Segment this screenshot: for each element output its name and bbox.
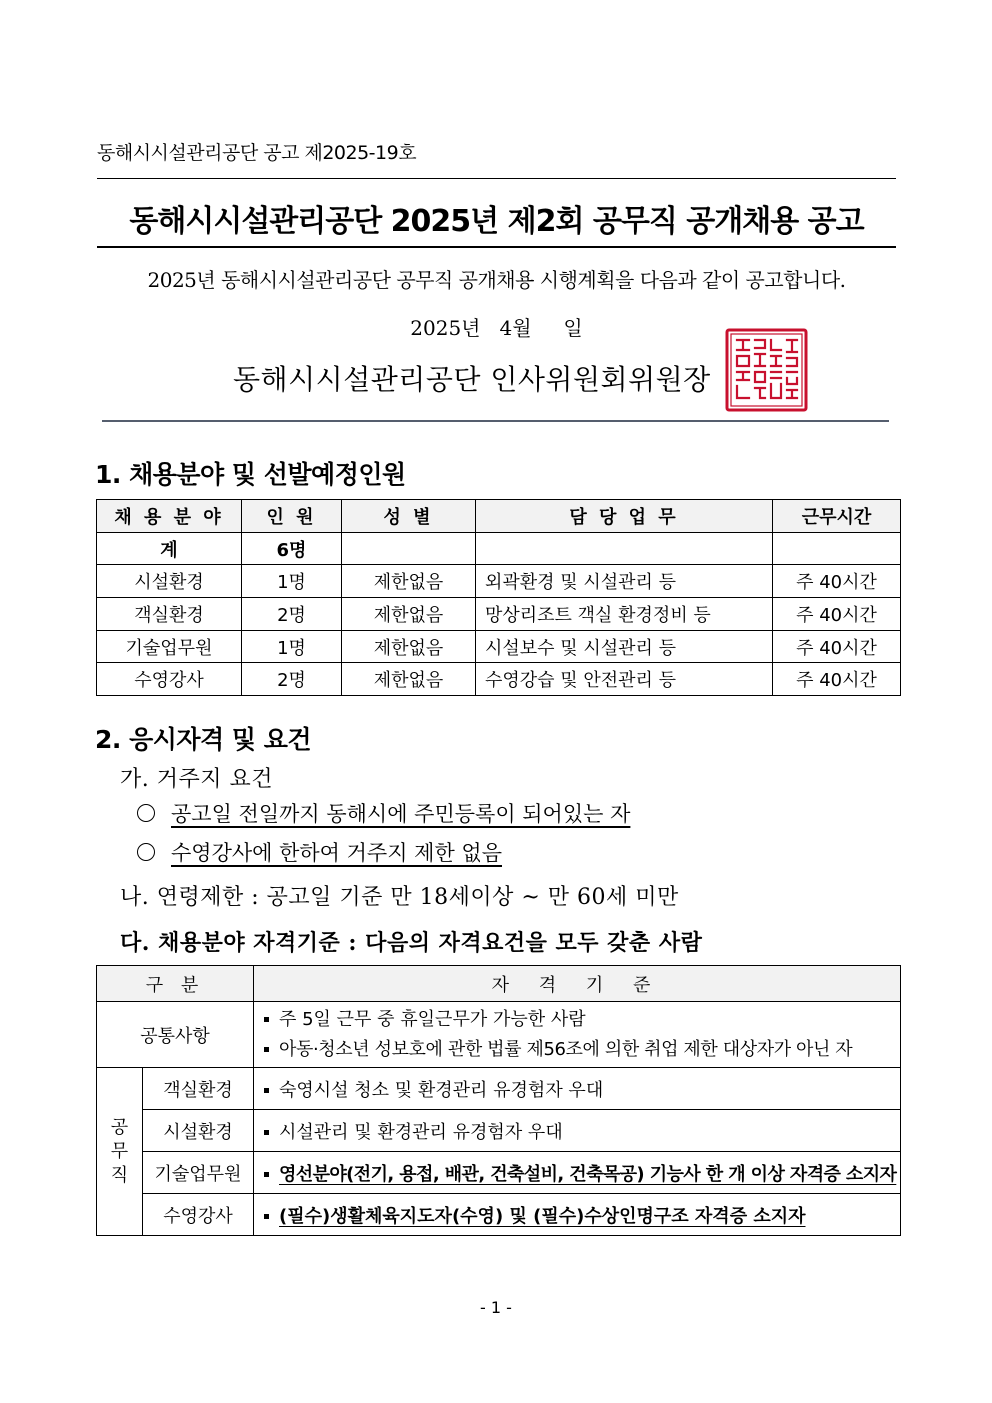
gender-cell: 제한없음	[342, 598, 476, 631]
count-cell: 1명	[242, 630, 342, 663]
divider	[97, 246, 896, 248]
gender-cell: 제한없음	[342, 630, 476, 663]
residence-item-text: 수영강사에 한하여 거주지 제한 없음	[171, 841, 502, 865]
field-cell: 객실환경	[97, 598, 242, 631]
table-row	[97, 565, 901, 598]
duty-cell: 수영강습 및 안전관리 등	[476, 663, 773, 696]
field-cell: 시설환경	[143, 1110, 254, 1152]
residence-item	[137, 837, 502, 867]
document-title: 동해시시설관리공단 2025년 제2회 공무직 공개채용 공고	[129, 204, 864, 239]
common-row	[97, 1002, 901, 1068]
intro-text: 2025년 동해시시설관리공단 공무직 공개채용 시행계획을 다음과 같이 공고합니다.	[147, 268, 846, 292]
issuer-name: 동해시시설관리공단 인사위원회위원장	[233, 363, 711, 396]
field-cell: 객실환경	[143, 1068, 254, 1110]
table-row	[97, 1110, 901, 1152]
subsection-age-limit: 나. 연령제한 : 공고일 기준 만 18세이상 ~ 만 60세 미만	[120, 885, 679, 910]
issue-date: 2025년 4월 일	[410, 316, 583, 340]
square-bullet-icon	[264, 1214, 269, 1219]
divider	[97, 178, 896, 179]
qual-cell: 시설관리 및 환경관리 유경험자 우대	[254, 1110, 901, 1152]
page-number: - 1 -	[480, 1298, 512, 1317]
field-cell: 기술업무원	[97, 630, 242, 663]
col-header: 인 원	[242, 500, 342, 533]
table-row	[97, 1068, 901, 1110]
square-bullet-icon	[264, 1130, 269, 1135]
count-cell: 2명	[242, 663, 342, 696]
qual-cell: 영선분야(전기, 용접, 배관, 건축설비, 건축목공) 기능사 한 개 이상 자격증 소지자	[254, 1152, 901, 1194]
duty-cell: 시설보수 및 시설관리 등	[476, 630, 773, 663]
square-bullet-icon	[264, 1088, 269, 1093]
notice-number: 동해시시설관리공단 공고 제2025-19호	[97, 142, 417, 164]
table-row	[97, 663, 901, 696]
official-seal	[725, 328, 808, 412]
count-cell: 2명	[242, 598, 342, 631]
recruitment-table	[96, 499, 901, 696]
hours-cell: 주 40시간	[773, 565, 901, 598]
col-header: 구 분	[97, 966, 254, 1002]
subsection-residence: 가. 거주지 요건	[120, 767, 273, 792]
field-cell: 수영강사	[97, 663, 242, 696]
col-header: 자 격 기 준	[254, 966, 901, 1002]
col-header: 담 당 업 무	[476, 500, 773, 533]
residence-item-text: 공고일 전일까지 동해시에 주민등록이 되어있는 자	[171, 802, 631, 826]
table-row	[97, 1194, 901, 1236]
hours-cell: 주 40시간	[773, 598, 901, 631]
table-header-row	[97, 966, 901, 1002]
square-bullet-icon	[264, 1172, 269, 1177]
field-cell: 시설환경	[97, 565, 242, 598]
common-item: 주 5일 근무 중 휴일근무가 가능한 사람	[264, 1005, 900, 1035]
field-cell: 기술업무원	[143, 1152, 254, 1194]
col-header: 성 별	[342, 500, 476, 533]
qual-cell: 숙영시설 청소 및 환경관리 유경험자 우대	[254, 1068, 901, 1110]
square-bullet-icon	[264, 1047, 269, 1052]
common-item: 아동·청소년 성보호에 관한 법률 제56조에 의한 취업 제한 대상자가 아닌 자	[264, 1035, 900, 1065]
qual-cell: (필수)생활체육지도자(수영) 및 (필수)수상인명구조 자격증 소지자	[254, 1194, 901, 1236]
circle-bullet-icon	[137, 804, 155, 822]
divider	[102, 420, 889, 422]
field-cell: 수영강사	[143, 1194, 254, 1236]
table-row	[97, 630, 901, 663]
total-label: 계	[97, 532, 242, 565]
qualification-table	[96, 965, 901, 1236]
section-1-title: 1. 채용분야 및 선발예정인원	[95, 460, 406, 489]
table-row	[97, 598, 901, 631]
circle-bullet-icon	[137, 843, 155, 861]
hours-cell: 주 40시간	[773, 663, 901, 696]
residence-item	[137, 798, 630, 828]
duty-cell: 외곽환경 및 시설관리 등	[476, 565, 773, 598]
total-row	[97, 532, 901, 565]
gender-cell: 제한없음	[342, 663, 476, 696]
col-header: 근무시간	[773, 500, 901, 533]
hours-cell: 주 40시간	[773, 630, 901, 663]
section-2-title: 2. 응시자격 및 요건	[95, 725, 312, 754]
count-cell: 1명	[242, 565, 342, 598]
group-label: 공 무 직	[97, 1068, 143, 1236]
total-count: 6명	[242, 532, 342, 565]
common-label: 공통사항	[97, 1002, 254, 1068]
gender-cell: 제한없음	[342, 565, 476, 598]
subsection-qualification: 다. 채용분야 자격기준 : 다음의 자격요건을 모두 갖춘 사람	[120, 930, 703, 956]
table-header-row	[97, 500, 901, 533]
table-row	[97, 1152, 901, 1194]
square-bullet-icon	[264, 1017, 269, 1022]
col-header: 채 용 분 야	[97, 500, 242, 533]
duty-cell: 망상리조트 객실 환경정비 등	[476, 598, 773, 631]
